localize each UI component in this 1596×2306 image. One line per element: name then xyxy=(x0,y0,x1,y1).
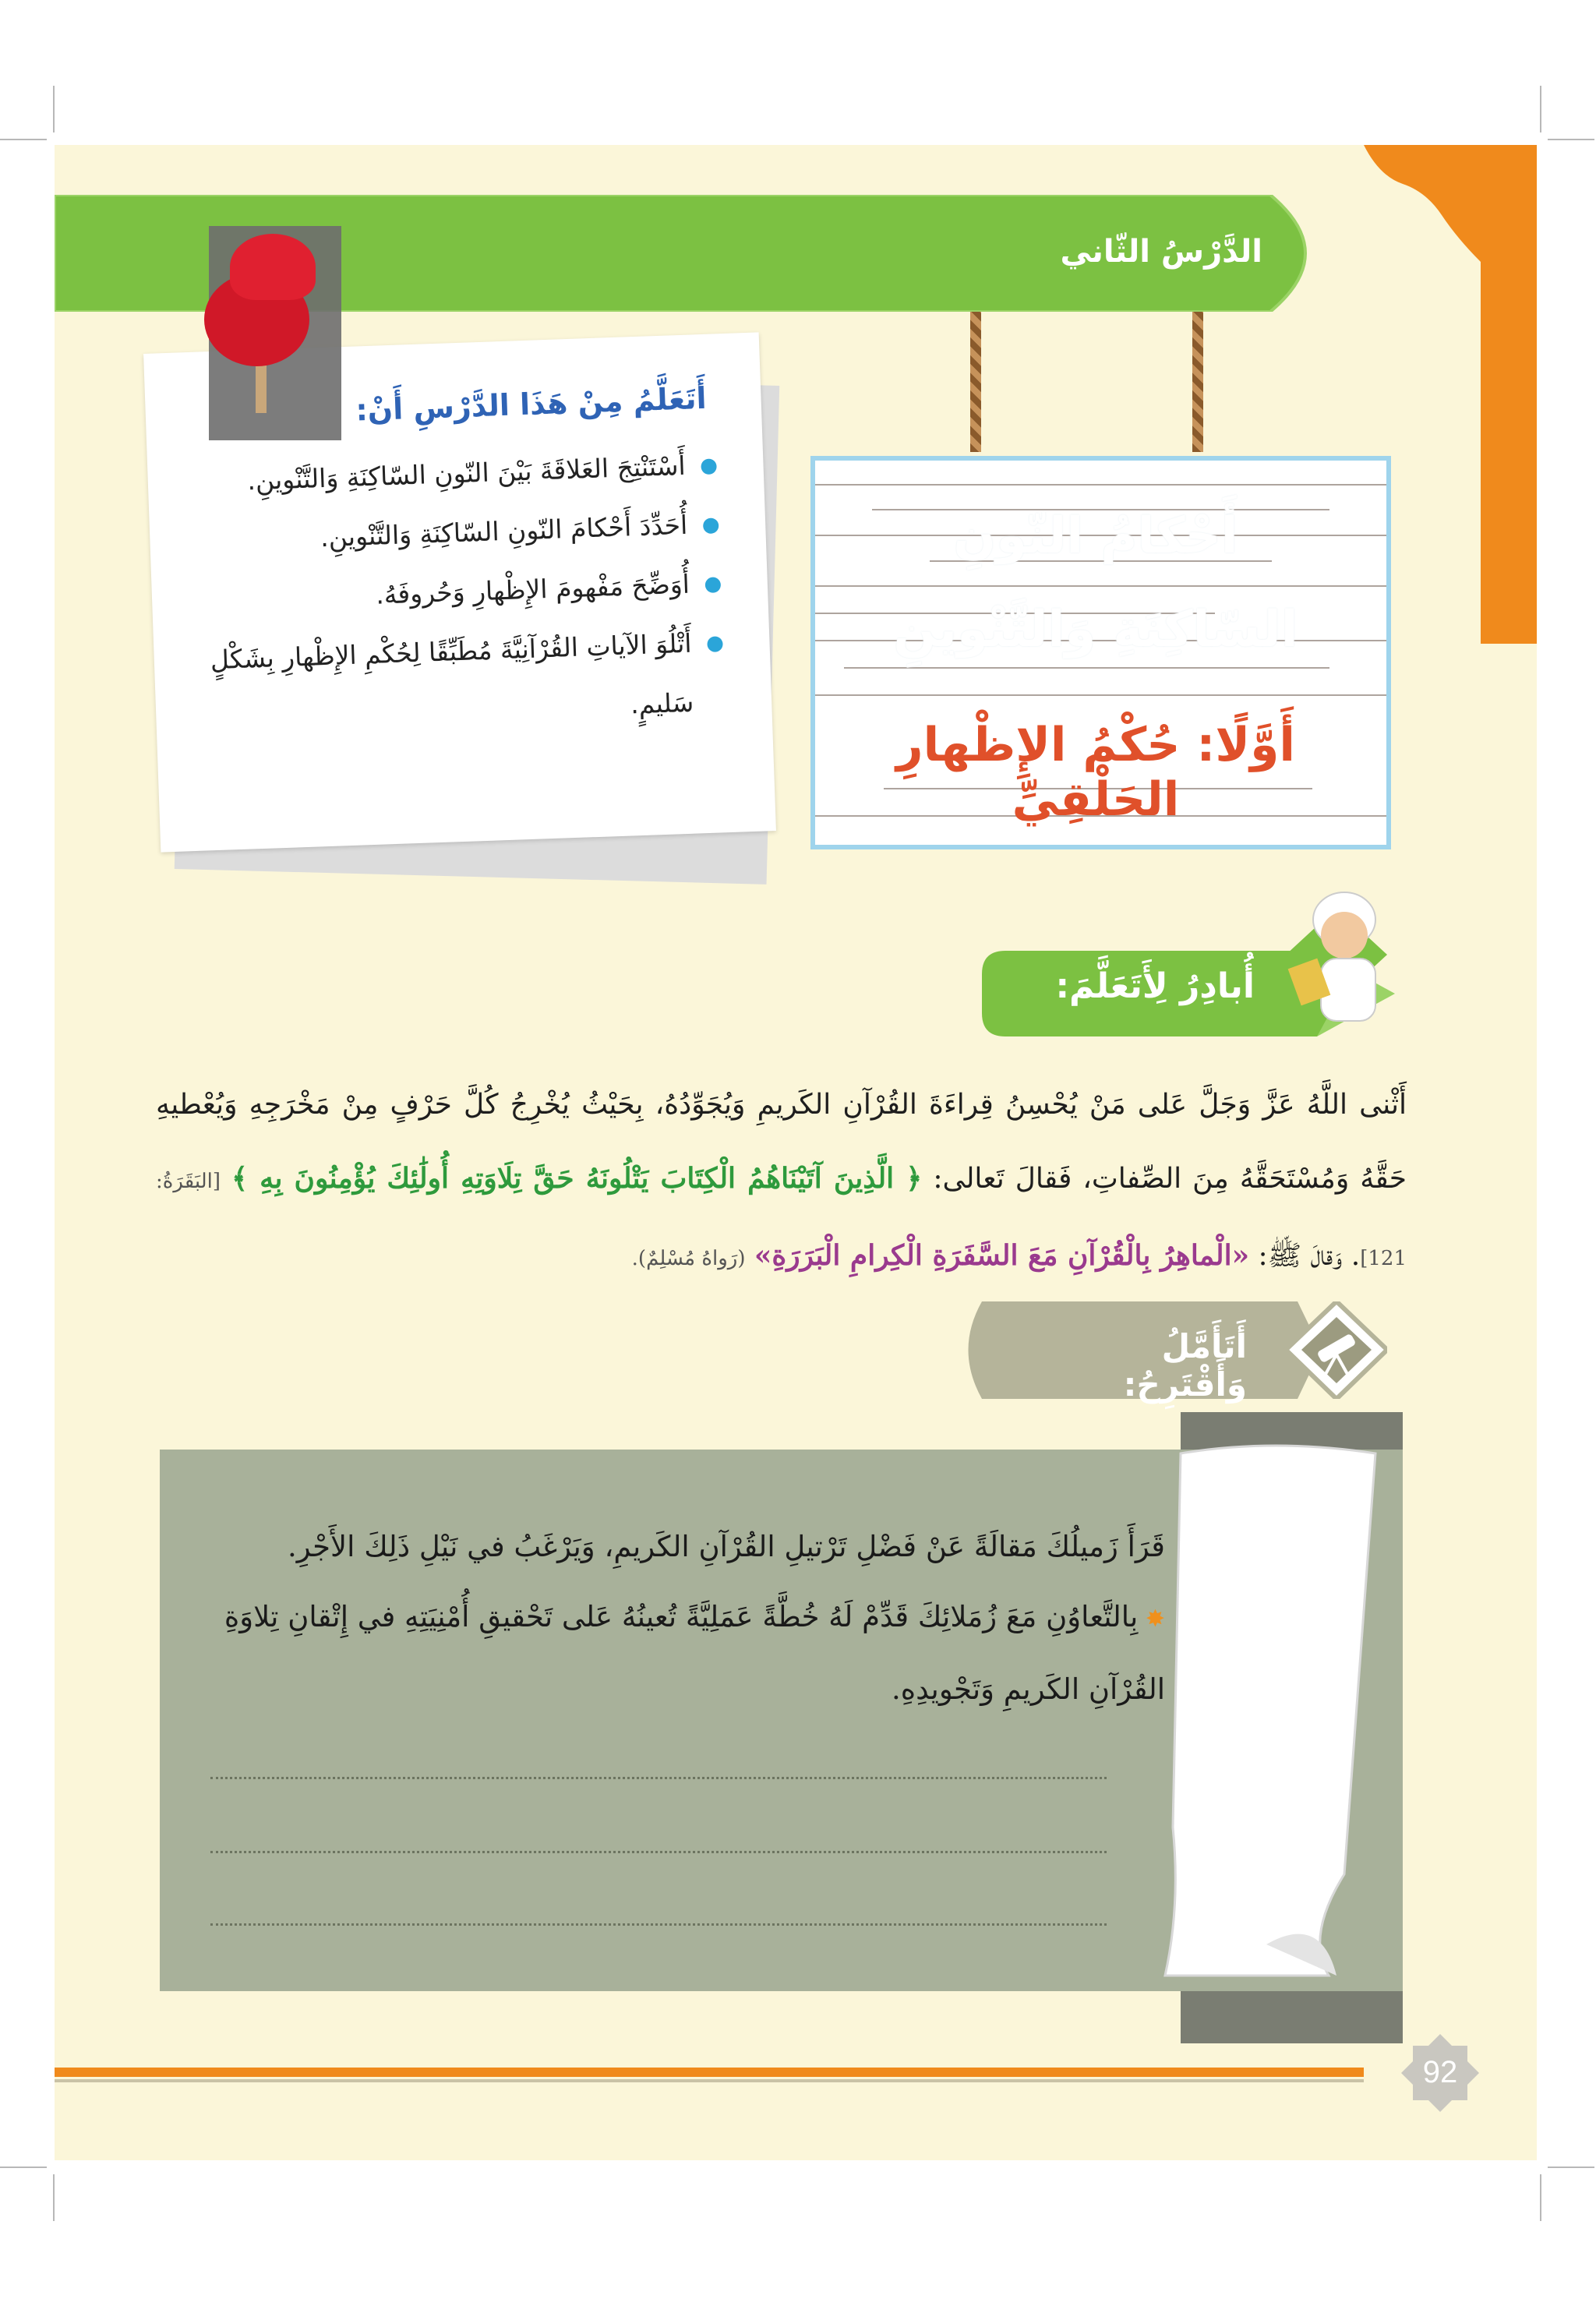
board-title-line-1: أَحْكامُ النّونِ xyxy=(953,507,1238,565)
answer-line[interactable] xyxy=(210,1923,1107,1926)
crop-mark xyxy=(1548,2167,1594,2168)
rope-right xyxy=(1192,312,1203,452)
crop-mark xyxy=(0,139,47,140)
reflect-section-label: أَتَأَمَّلُ وَأَقْتَرِحُ: xyxy=(1123,1327,1247,1404)
quran-reference: [البَقَرَةُ: 121] xyxy=(156,1170,1407,1270)
asterisk-icon: ✸ xyxy=(1138,1605,1165,1633)
hadith-reference: (رَواهُ مُسْلِمٌ). xyxy=(631,1247,746,1270)
activity-line-2: ✸ بِالتَّعاوُنِ مَعَ زُمَلائِكَ قَدِّمْ لَهُ خُطَّةً عَمَلِيَّةً تُعينُهُ عَلى تَحْقيقِ أُمْنِيَتِهِ في إِتْقانِ تِلاوَةِ القُرْآنِ الكَريمِ وَتَجْويدِهِ. xyxy=(224,1600,1165,1706)
orange-ornament xyxy=(1364,145,1481,262)
pushpin-needle xyxy=(256,358,267,413)
orange-side-band xyxy=(1481,145,1537,644)
boy-illustration xyxy=(1278,877,1395,1033)
bullet-icon xyxy=(707,636,723,652)
crop-mark xyxy=(1540,2174,1541,2221)
bullet-icon xyxy=(701,458,717,475)
learn-section-label: أُبادِرُ لِأَتَعَلَّمَ: xyxy=(1055,966,1255,1006)
answer-line[interactable] xyxy=(210,1777,1107,1779)
lesson-label: الدَّرْسُ الثّاني xyxy=(1060,234,1262,270)
footer-rule-shadow xyxy=(55,2079,1364,2082)
hadith-text: «الْماهِرُ بِالْقُرْآنِ مَعَ السَّفَرَةِ الْكِرامِ الْبَرَرَةِ» xyxy=(754,1239,1250,1272)
crop-mark xyxy=(1540,86,1541,132)
page-number: 92 xyxy=(1422,2055,1458,2089)
bullet-icon xyxy=(705,577,722,593)
objective-item: أُوَضِّحَ مَفْهومَ الإِظْهارِ وَحُروفَهُ. xyxy=(190,553,722,631)
crop-mark xyxy=(0,2167,47,2168)
objective-item: أَتْلُوَ الآياتِ القُرْآنِيَّةَ مُطَبِّقًا لِحُكْمِ الإِظْهارِ بِشَكْلٍ سَليمٍ. xyxy=(192,613,726,750)
objectives-list xyxy=(186,435,726,750)
objective-item: أُحَدِّدَ أَحْكامَ النّونِ السّاكِنَةِ وَالتَّنْوينِ. xyxy=(188,494,719,572)
crop-mark xyxy=(53,86,55,132)
board-title-line-2: السّاكِنَةِ وَالتَّنْوينِ xyxy=(893,601,1298,659)
rope-left xyxy=(970,312,981,452)
objective-item: أَسْتَنْتِجَ العَلاقَةَ بَيْنَ النّونِ السّاكِنَةِ وَالتَّنْوينِ. xyxy=(186,435,718,513)
lesson-board xyxy=(810,456,1391,849)
activity-text xyxy=(207,1512,1165,1725)
crop-mark xyxy=(1548,139,1594,140)
quran-verse: ﴿ الَّذِينَ آتَيْنَاهُمُ الْكِتَابَ يَتْلُونَهُ حَقَّ تِلَاوَتِهِ أُولَٰئِكَ يُؤْمِنُونَ بِهِ ﴾ xyxy=(231,1162,923,1195)
objectives-heading: أَتَعَلَّمُ مِنْ هَذَا الدَّرْسِ أَنْ: xyxy=(355,380,708,428)
learn-paragraph: أَثْنى اللَّهُ عَزَّ وَجَلَّ عَلى مَنْ يُحْسِنُ قِراءَةَ القُرْآنِ الكَريمِ وَيُجَوِّدُهُ، بِحَيْثُ يُخْرِجُ كُلَّ حَرْفٍ مِنْ مَخْرَجِهِ وَيُعْطيهِ حَقَّهُ وَمُسْتَحَقَّهُ مِنَ الصِّفاتِ، فَقالَ تَعالى: ﴿ الَّذِينَ آتَيْنَاهُمُ الْكِتَابَ يَتْلُونَهُ حَقَّ تِلَاوَتِهِ أُولَٰئِكَ يُؤْمِنُونَ بِهِ ﴾ [البَقَرَةُ: 121]. وَقالَ ﷺ: «الْماهِرُ بِالْقُرْآنِ مَعَ السَّفَرَةِ الْكِرامِ الْبَرَرَةِ» (رَواهُ مُسْلِمٌ). xyxy=(156,1089,1407,1272)
crop-mark xyxy=(53,2174,55,2221)
footer-rule xyxy=(55,2068,1364,2077)
board-subtitle: أَوَّلًا: حُكْمُ الإِظْهارِ الحَلْقِيِّ xyxy=(896,718,1295,827)
bullet-icon xyxy=(703,517,719,534)
pushpin-head xyxy=(230,234,316,300)
activity-line-1: قَرَأَ زَميلُكَ مَقالَةً عَنْ فَضْلِ تَرْتيلِ القُرْآنِ الكَريمِ، وَيَرْغَبُ في نَيْلِ ذَلِكَ الأَجْرِ. xyxy=(288,1530,1165,1563)
scroll-icon xyxy=(1149,1438,1391,1983)
answer-line[interactable] xyxy=(210,1851,1107,1853)
